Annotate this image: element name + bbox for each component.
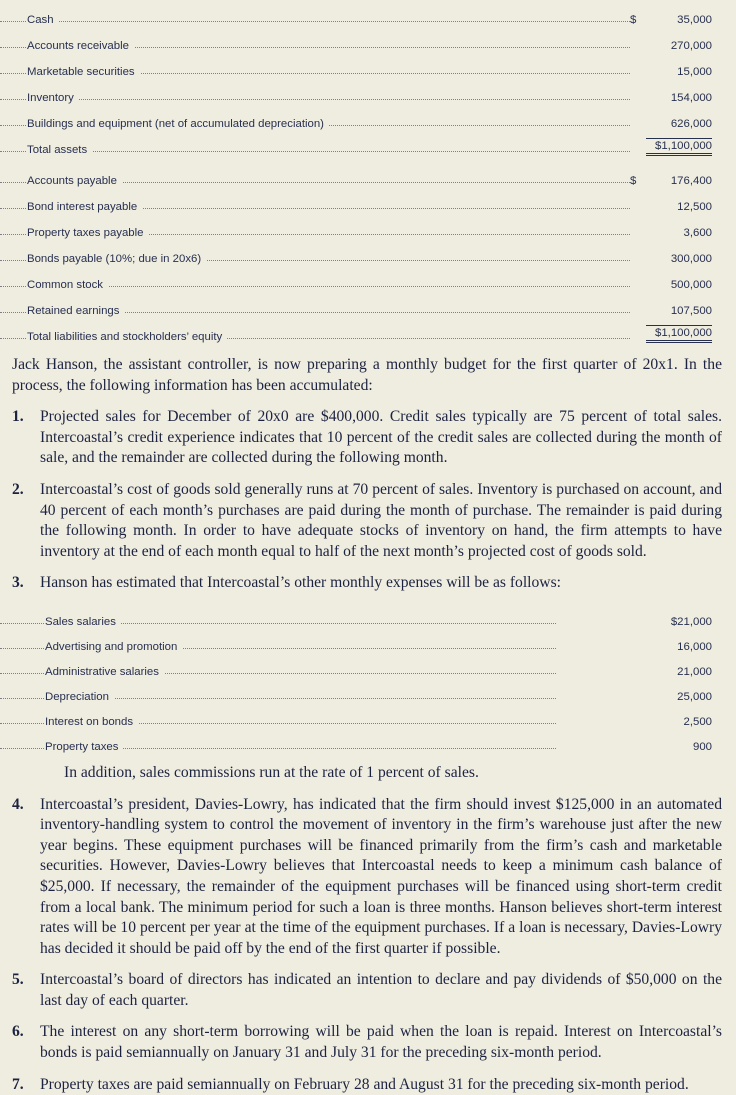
list-item-text: Intercoastal’s president, Davies-Lowry, has indicated that the firm should invest $125,000 in an automated inventory-handling system to control the movement of inventory in the firm’s warehouse just after the new year begins. These equipment purchases will be financed primarily from the firm’s cash and marketable securities. However, Davies-Lowry believes that Intercoastal needs to keep a minimum cash balance of $25,000. If necessary, the remainder of the equipment purchases will be financed using short-term credit from a local bank. The minimum period for such a loan is three months. Hanson believes short-term interest rates will be 10 percent per year at the time of the equipment purchases. If a loan is necessary, Davies-Lowry has decided it should be paid off by the end of the first quarter if possible. — [40, 795, 722, 957]
expense-label: Depreciation — [45, 691, 114, 703]
list-item-marker: 6. — [12, 1023, 24, 1041]
expense-amount-cell — [640, 678, 736, 703]
list-item-text: Projected sales for December of 20x0 are $400,000. Credit sales typically are 75 percent of total sales. Intercoastal’s credit experience indicates that 10 percent of the credit sales are collected during the month of sale, and the remainder are collected during the following month. — [40, 408, 722, 467]
list-item-marker: 4. — [12, 795, 24, 813]
table-row — [0, 104, 736, 130]
currency-symbol — [630, 265, 646, 291]
list-item-text: The interest on any short-term borrowing will be paid when the loan is repaid. Interest on Intercoastal’s bonds is paid semiannually on January 31 and July 31 for the preceding six-month period. — [40, 1023, 722, 1062]
row-amount: 176,400 — [670, 175, 712, 187]
row-label: Buildings and equipment (net of accumulated depreciation) — [27, 118, 329, 130]
row-label: Bonds payable (10%; due in 20x6) — [27, 253, 206, 265]
expense-amount-cell — [640, 628, 736, 653]
row-amount-cell — [646, 291, 736, 317]
row-label: Marketable securities — [27, 66, 140, 78]
row-amount: 12,500 — [677, 201, 712, 213]
expense-amount: 2,500 — [683, 715, 712, 728]
table-row — [0, 678, 736, 703]
list-item-marker: 7. — [12, 1075, 24, 1093]
row-label-cell — [0, 187, 630, 213]
row-label-cell — [0, 265, 630, 291]
expense-amount: 900 — [692, 740, 712, 753]
row-label-cell — [0, 291, 630, 317]
row-label: Accounts payable — [27, 175, 122, 187]
row-amount-cell — [646, 104, 736, 130]
row-label: Bond interest payable — [27, 201, 142, 213]
intro-paragraph: Jack Hanson, the assistant controller, is now preparing a monthly budget for the first quarter of 20x1. In the process, the following information has been accumulated: — [12, 356, 722, 394]
row-label-cell — [0, 78, 630, 104]
row-amount-cell — [646, 239, 736, 265]
row-amount: 300,000 — [670, 253, 712, 265]
row-amount: 15,000 — [677, 66, 712, 78]
expense-label-cell — [0, 603, 640, 628]
numbered-item-list-bottom — [0, 795, 736, 1095]
expense-amount-cell — [640, 728, 736, 753]
expense-label-cell — [0, 728, 640, 753]
table-row — [0, 130, 736, 156]
list-item — [0, 970, 736, 1011]
list-item-text: Property taxes are paid semiannually on February 28 and August 31 for the preceding six-month period. — [40, 1075, 689, 1093]
numbered-item-list-top — [0, 407, 736, 594]
table-row — [0, 603, 736, 628]
table-row — [0, 703, 736, 728]
table-row — [0, 78, 736, 104]
row-amount-cell — [646, 161, 736, 187]
dot-leader — [0, 99, 630, 100]
row-amount-cell — [646, 317, 736, 343]
monthly-expenses-body — [0, 603, 736, 753]
row-label: Inventory — [27, 92, 79, 104]
expense-amount-cell — [640, 653, 736, 678]
row-label: Total assets — [27, 144, 92, 156]
row-label-cell — [0, 52, 630, 78]
list-item — [0, 573, 736, 594]
row-amount-cell — [646, 52, 736, 78]
row-label-cell — [0, 239, 630, 265]
currency-symbol — [630, 317, 646, 343]
list-item — [0, 795, 736, 960]
table-row — [0, 213, 736, 239]
expense-label-cell — [0, 703, 640, 728]
expense-amount: 16,000 — [677, 640, 712, 653]
row-amount-cell — [646, 187, 736, 213]
row-label-cell — [0, 104, 630, 130]
expense-label-cell — [0, 653, 640, 678]
expense-label: Advertising and promotion — [45, 641, 182, 653]
table-row — [0, 628, 736, 653]
list-item-marker: 3. — [12, 574, 24, 592]
row-label-cell — [0, 26, 630, 52]
row-label: Common stock — [27, 279, 108, 291]
row-label: Cash — [27, 14, 59, 26]
row-label-cell — [0, 161, 630, 187]
currency-symbol — [630, 187, 646, 213]
row-amount: 107,500 — [670, 305, 712, 317]
commission-note: In addition, sales commissions run at the rate of 1 percent of sales. — [64, 763, 479, 781]
list-item-text: Intercoastal’s cost of goods sold generally runs at 70 percent of sales. Inventory is purchased on account, and 40 percent of each month’s purchases are paid during the month of purchase. The remainder is paid during the following month. In order to have adequate stocks of inventory on hand, the firm attempts to have inventory at the end of each month equal to half of the next month’s projected cost of goods sold. — [40, 480, 722, 560]
row-label-cell — [0, 130, 630, 156]
table-row — [0, 728, 736, 753]
list-item-marker: 5. — [12, 971, 24, 989]
table-row — [0, 239, 736, 265]
row-amount-cell — [646, 78, 736, 104]
currency-symbol — [630, 130, 646, 156]
expense-label-cell — [0, 628, 640, 653]
balance-sheet-body — [0, 0, 736, 343]
expense-amount: 21,000 — [677, 665, 712, 678]
row-label: Accounts receivable — [27, 40, 134, 52]
table-row — [0, 187, 736, 213]
list-item-text: Intercoastal’s board of directors has indicated an intention to declare and pay dividends of $50,000 on the last day of each quarter. — [40, 971, 722, 1009]
monthly-expenses-table — [0, 603, 736, 753]
expense-label: Sales salaries — [45, 616, 121, 628]
row-label: Total liabilities and stockholders’ equity — [27, 331, 227, 343]
expense-amount-cell — [640, 703, 736, 728]
row-amount: $1,100,000 — [646, 138, 712, 156]
expense-label: Property taxes — [45, 741, 123, 753]
row-amount: $1,100,000 — [646, 325, 712, 343]
currency-symbol — [630, 104, 646, 130]
list-item — [0, 1022, 736, 1063]
table-row — [0, 653, 736, 678]
table-row — [0, 265, 736, 291]
row-label-cell — [0, 317, 630, 343]
row-amount: 154,000 — [670, 92, 712, 104]
currency-symbol: $ — [630, 175, 637, 187]
currency-symbol: $ — [630, 14, 637, 26]
table-row — [0, 52, 736, 78]
currency-symbol — [630, 26, 646, 52]
dot-leader — [0, 151, 630, 152]
table-row — [0, 161, 736, 187]
row-amount: 270,000 — [670, 40, 712, 52]
table-row — [0, 0, 736, 26]
table-row — [0, 291, 736, 317]
currency-symbol — [630, 52, 646, 78]
dot-leader — [0, 21, 630, 22]
currency-symbol — [630, 213, 646, 239]
row-amount: 626,000 — [670, 118, 712, 130]
list-item — [0, 1075, 736, 1095]
list-item-marker: 2. — [12, 480, 24, 498]
expense-amount: $21,000 — [670, 615, 712, 628]
list-item-text: Hanson has estimated that Intercoastal’s other monthly expenses will be as follows: — [40, 574, 561, 592]
row-amount-cell — [646, 26, 736, 52]
list-item — [0, 480, 736, 562]
row-label: Retained earnings — [27, 305, 124, 317]
row-label: Property taxes payable — [27, 227, 149, 239]
row-amount: 500,000 — [670, 279, 712, 291]
row-amount-cell — [646, 0, 736, 26]
row-label-cell — [0, 213, 630, 239]
row-amount: 35,000 — [677, 14, 712, 26]
currency-symbol — [630, 78, 646, 104]
list-item — [0, 407, 736, 469]
table-row — [0, 26, 736, 52]
currency-symbol — [630, 291, 646, 317]
expense-amount: 25,000 — [677, 690, 712, 703]
row-amount-cell — [646, 265, 736, 291]
row-label-cell — [0, 0, 630, 26]
row-amount-cell — [646, 130, 736, 156]
expense-label: Interest on bonds — [45, 716, 138, 728]
expense-label: Administrative salaries — [45, 666, 164, 678]
table-row — [0, 317, 736, 343]
currency-symbol — [630, 239, 646, 265]
balance-sheet-table — [0, 0, 736, 343]
expense-amount-cell — [640, 603, 736, 628]
expense-label-cell — [0, 678, 640, 703]
list-item-marker: 1. — [12, 408, 24, 426]
row-amount: 3,600 — [683, 227, 712, 239]
row-amount-cell — [646, 213, 736, 239]
